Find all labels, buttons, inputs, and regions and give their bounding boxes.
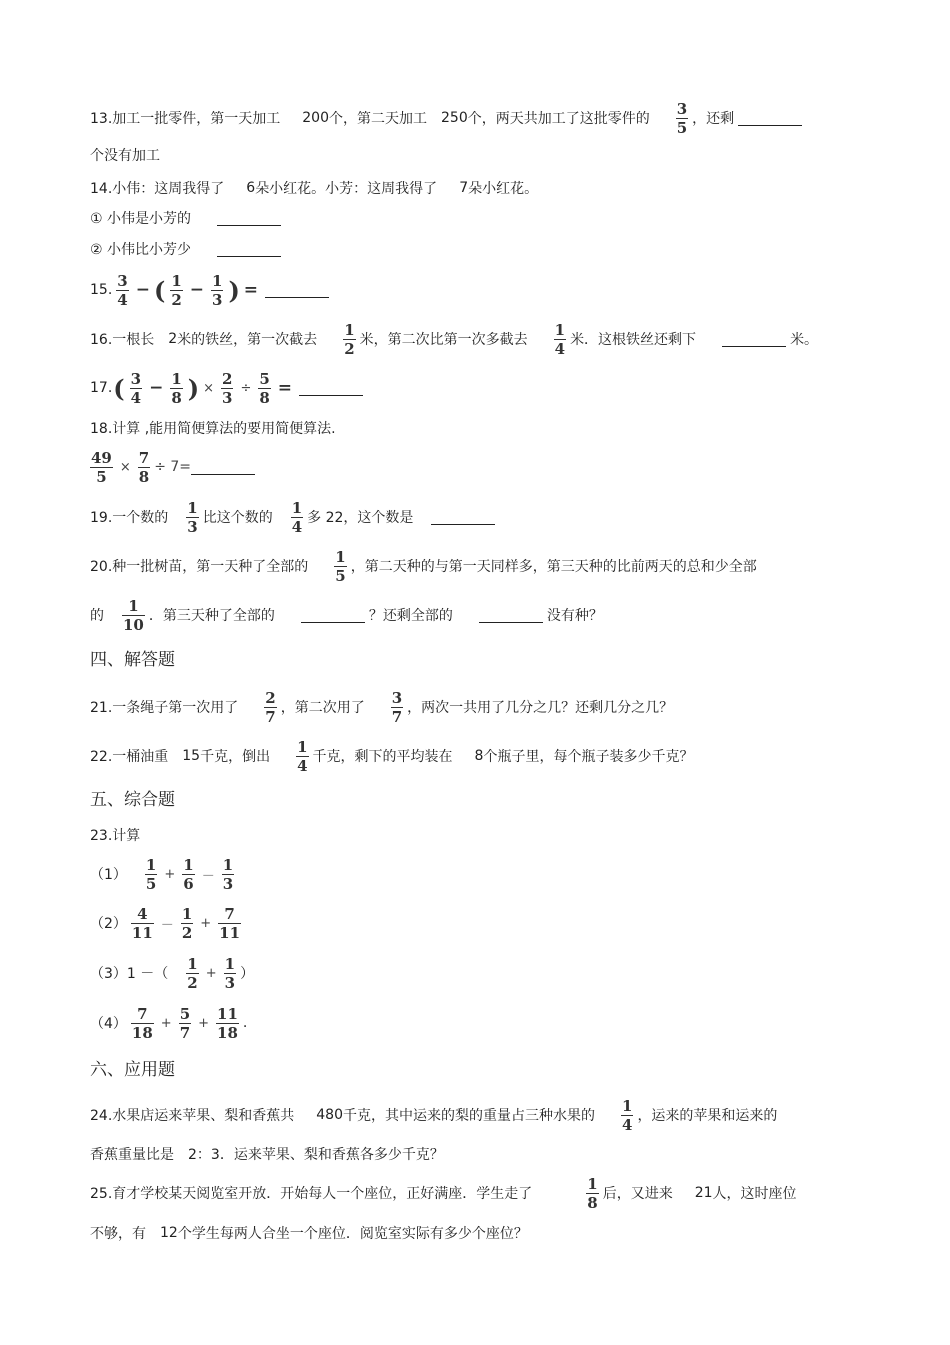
equals-sign: =	[277, 378, 293, 398]
question-14-sub2	[90, 234, 285, 264]
q13-text: ，还剩	[692, 111, 735, 127]
question-24	[90, 1098, 777, 1132]
q13-number: 200	[302, 110, 329, 126]
section-heading-5: 五、综合题	[90, 790, 175, 810]
q25-fraction: $\frac{1}{8}$	[587, 1174, 598, 1212]
q23-part-text: .	[242, 1015, 248, 1031]
q23-part-label: （1）	[90, 867, 127, 883]
times-sign: ×	[203, 380, 215, 396]
q23-fraction: $\frac{7}{11}$	[219, 904, 241, 942]
q21-text: 21.一条绳子第一次用了	[90, 700, 239, 716]
q21-text: ，两次一共用了几分之几？还剩几分之几？	[407, 700, 674, 716]
q17-fraction-d: $\frac{5}{8}$	[259, 369, 270, 407]
q19-text: 多 22，这个数是	[307, 510, 414, 526]
answer-blank[interactable]	[738, 111, 802, 126]
q23-fraction: $\frac{1}{3}$	[224, 954, 236, 992]
q23-fraction: $\frac{1}{6}$	[183, 855, 194, 893]
q24-text: 24.水果店运来苹果、梨和香蕉共	[90, 1108, 295, 1124]
q22-number: 15	[182, 748, 201, 764]
q25-text: 人，这时座位	[712, 1186, 797, 1202]
q24-text: 千克，其中运来的梨的重量占三种水果的	[343, 1108, 595, 1124]
question-21	[90, 690, 673, 724]
answer-blank[interactable]	[299, 381, 363, 396]
plus-sign: +	[198, 1015, 210, 1031]
q14-text: 朵小红花。	[468, 181, 539, 197]
question-23-part3	[90, 955, 254, 991]
q25-number: 12	[160, 1225, 178, 1241]
q19-text: 19.一个数的	[90, 510, 169, 526]
q16-text: 米。	[790, 332, 819, 348]
question-25-cont	[90, 1218, 528, 1248]
q23-part-label: （2）	[90, 916, 127, 932]
q16-text: 米．这根铁丝还剩下	[570, 332, 697, 348]
q16-number: 2	[168, 331, 178, 347]
q23-fraction: $\frac{4}{11}$	[131, 904, 153, 942]
question-13	[90, 99, 806, 137]
question-14	[90, 173, 538, 203]
q16-fraction-2: $\frac{1}{4}$	[554, 320, 566, 358]
question-22	[90, 739, 693, 773]
q25-text: 不够，有	[90, 1226, 146, 1242]
answer-blank[interactable]	[722, 332, 786, 347]
minus-sign: −	[149, 378, 164, 398]
q16-text: 米的铁丝，第一次截去	[177, 332, 318, 348]
q23-fraction: $\frac{11}{18}$	[217, 1004, 238, 1042]
right-paren: )	[187, 373, 200, 403]
q22-number: 8	[474, 748, 484, 764]
q17-fraction-a: $\frac{3}{4}$	[130, 369, 142, 407]
divide-sign: ÷	[240, 380, 252, 396]
minus-sign: −	[189, 280, 204, 300]
q15-fraction-a: $\frac{3}{4}$	[117, 271, 128, 309]
q15-label: 15.	[90, 282, 113, 298]
question-17	[90, 371, 367, 405]
q25-text: 后，又进来	[602, 1186, 673, 1202]
q21-text: ，第二次用了	[280, 700, 365, 716]
q19-text: 比这个数的	[202, 510, 273, 526]
q23-fraction: $\frac{5}{7}$	[179, 1004, 191, 1042]
q22-fraction: $\frac{1}{4}$	[297, 737, 308, 775]
q16-fraction-1: $\frac{1}{2}$	[344, 320, 355, 358]
q24-text: 香蕉重量比是	[90, 1147, 174, 1163]
answer-blank[interactable]	[191, 460, 255, 475]
q14-sub-text: ① 小伟是小芳的	[90, 211, 192, 227]
q13-number: 250	[441, 110, 468, 126]
q20-fraction-1: $\frac{1}{5}$	[335, 547, 346, 585]
q23-part-text: 1 －（	[126, 966, 169, 982]
q14-number: 6	[246, 180, 256, 196]
q15-fraction-b: $\frac{1}{2}$	[171, 271, 182, 309]
q23-fraction: $\frac{1}{5}$	[145, 855, 157, 893]
q22-text: 千克，倒出	[200, 749, 271, 765]
answer-blank[interactable]	[265, 283, 329, 298]
plus-sign: +	[200, 915, 212, 931]
answer-blank[interactable]	[217, 211, 281, 226]
q24-text: 2：3．运来苹果、梨和香蕉各多少千克？	[188, 1147, 444, 1163]
q19-fraction-1: $\frac{1}{3}$	[187, 498, 198, 536]
q14-sub-text: ② 小伟比小芳少	[90, 242, 192, 258]
question-13-cont	[90, 140, 160, 170]
q22-text: 个瓶子里，每个瓶子装多少千克？	[483, 749, 694, 765]
q17-label: 17.	[90, 380, 113, 396]
q23-part-text: ）	[240, 966, 255, 982]
q21-fraction-1: $\frac{2}{7}$	[265, 688, 276, 726]
q13-text: 13.加工一批零件，第一天加工	[90, 111, 281, 127]
section-heading-6: 六、应用题	[90, 1060, 175, 1080]
q13-text: 个，两天共加工了这批零件的	[467, 111, 650, 127]
question-19	[90, 500, 499, 534]
q23-fraction: $\frac{7}{18}$	[131, 1004, 153, 1042]
q20-text: 的	[90, 608, 104, 624]
q22-text: 22.一桶油重	[90, 749, 169, 765]
question-20	[90, 549, 757, 583]
plus-sign: +	[205, 965, 217, 981]
minus-sign: －	[160, 917, 174, 933]
q20-fraction-2: $\frac{1}{10}$	[123, 596, 144, 634]
q22-text: 千克，剩下的平均装在	[312, 749, 453, 765]
q25-text: 个学生每两人合坐一个座位．阅览室实际有多少个座位？	[177, 1226, 528, 1242]
equals-sign: =	[243, 280, 259, 300]
q20-text: ．第三天种了全部的	[148, 608, 275, 624]
q18-text: ÷ 7=	[154, 459, 192, 475]
question-20-cont	[90, 598, 603, 632]
minus-sign: −	[135, 280, 150, 300]
q15-fraction-c: $\frac{1}{3}$	[212, 271, 223, 309]
q13-text: 个，第二天加工	[329, 111, 427, 127]
answer-blank[interactable]	[301, 608, 365, 623]
plus-sign: +	[164, 866, 176, 882]
answer-blank[interactable]	[479, 608, 543, 623]
left-paren: (	[153, 275, 166, 305]
times-sign: ×	[119, 459, 131, 475]
q20-text: 20.种一批树苗，第一天种了全部的	[90, 559, 309, 575]
question-16	[90, 322, 818, 356]
q20-text: ，第二天种的与第一天同样多，第三天种的比前两天的总和少全部	[350, 559, 757, 575]
q23-title: 23.计算	[90, 828, 141, 844]
section-heading-4: 四、解答题	[90, 650, 175, 670]
q13-fraction: $\frac{3}{5}$	[676, 99, 688, 137]
q20-text: 没有种？	[546, 608, 603, 624]
q13-text: 个没有加工	[90, 148, 160, 164]
q18-text: 18.计算 ,能用简便算法的要用简便算法.	[90, 421, 336, 437]
question-24-cont	[90, 1139, 444, 1169]
q18-fraction-b: $\frac{7}{8}$	[138, 448, 150, 486]
q14-text: 14.小伟：这周我得了	[90, 181, 225, 197]
q23-part-label: （4）	[90, 1016, 127, 1032]
q23-fraction: $\frac{1}{2}$	[187, 954, 198, 992]
q24-number: 480	[316, 1107, 343, 1123]
q25-text: 25.育才学校某天阅览室开放．开始每人一个座位，正好满座．学生走了	[90, 1186, 533, 1202]
q23-fraction: $\frac{1}{2}$	[181, 904, 193, 942]
question-23-part2	[90, 905, 245, 941]
answer-blank[interactable]	[217, 242, 281, 257]
q25-number: 21	[694, 1185, 713, 1201]
question-23	[90, 820, 140, 850]
left-paren: (	[113, 373, 125, 403]
minus-sign: －	[201, 868, 215, 884]
q24-text: ，运来的苹果和运来的	[637, 1108, 778, 1124]
right-paren: )	[228, 275, 240, 305]
q17-fraction-c: $\frac{2}{3}$	[222, 369, 233, 407]
question-18	[90, 413, 336, 443]
q20-text: ？还剩全部的	[368, 608, 453, 624]
question-15	[90, 273, 333, 307]
q19-fraction-2: $\frac{1}{4}$	[291, 498, 303, 536]
plus-sign: +	[160, 1015, 172, 1031]
q23-fraction: $\frac{1}{3}$	[222, 855, 234, 893]
q17-fraction-b: $\frac{1}{8}$	[171, 369, 182, 407]
q14-number: 7	[459, 180, 469, 196]
q16-text: 16.一根长	[90, 332, 155, 348]
question-14-sub1	[90, 203, 285, 233]
question-23-part1	[90, 856, 238, 892]
q21-fraction-2: $\frac{3}{7}$	[391, 688, 403, 726]
q16-text: 米，第二次比第一次多截去	[359, 332, 528, 348]
q14-text: 朵小红花。小芳：这周我得了	[255, 181, 438, 197]
q24-fraction: $\frac{1}{4}$	[622, 1096, 633, 1134]
question-23-part4	[90, 1005, 247, 1041]
answer-blank[interactable]	[431, 510, 495, 525]
question-18-expr	[90, 449, 259, 485]
question-25	[90, 1176, 797, 1210]
q18-fraction-a: $\frac{49}{5}$	[91, 448, 112, 486]
q23-part-label: （3）	[90, 966, 127, 982]
